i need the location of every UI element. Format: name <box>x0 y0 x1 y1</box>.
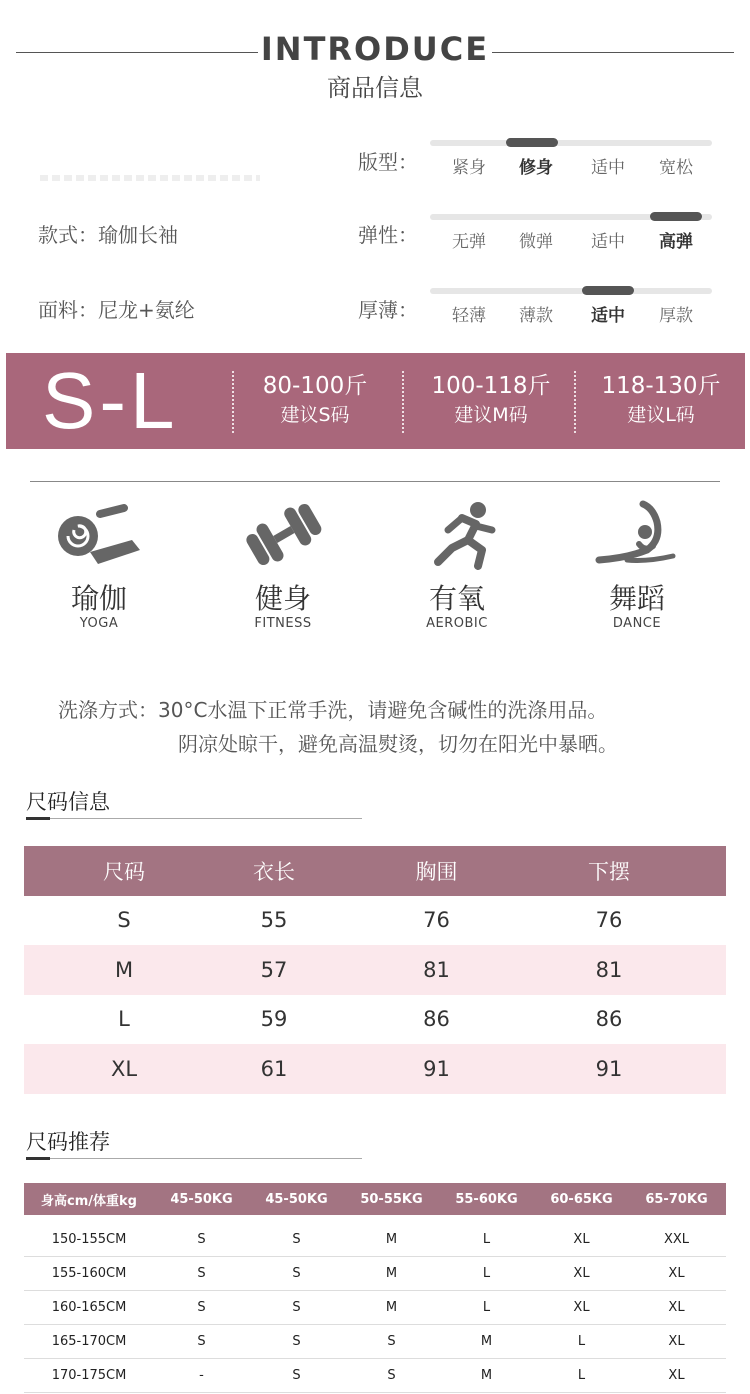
table-cell: L <box>482 1266 491 1281</box>
table-cell: L <box>577 1334 586 1349</box>
size-info-table <box>24 846 726 1094</box>
table-header-cell: 下摆 <box>588 859 630 884</box>
table-header-cell: 45-50KG <box>265 1191 328 1207</box>
table-cell: S <box>197 1266 206 1281</box>
size-suggest: 建议S码 <box>280 404 350 426</box>
table-cell: - <box>199 1368 204 1383</box>
table-header-cell: 衣长 <box>253 859 295 884</box>
table-cell: 86 <box>423 1007 450 1032</box>
table-cell: L <box>482 1300 491 1315</box>
sport-en: DANCE <box>612 616 662 631</box>
yoga-mat-icon <box>54 500 144 570</box>
table-cell: M <box>114 957 134 982</box>
section-underline-mark <box>26 1157 50 1160</box>
table-cell: 86 <box>595 1007 623 1032</box>
elasticity-label: 弹性： <box>358 223 418 247</box>
thickness-scale <box>430 284 712 334</box>
table-row <box>24 1359 726 1393</box>
table-cell: M <box>385 1232 398 1247</box>
table-cell: 170-175CM <box>51 1368 127 1383</box>
table-row <box>24 1325 726 1359</box>
dumbbell-icon <box>238 500 328 570</box>
sport-aerobic <box>392 500 522 631</box>
scale-knob <box>582 286 634 295</box>
scale-knob <box>650 212 702 221</box>
fabric-text: 面料：尼龙+氨纶 <box>38 298 195 322</box>
table-cell: XL <box>573 1232 590 1247</box>
table-cell: M <box>480 1334 493 1349</box>
sport-fitness <box>218 500 348 631</box>
table-cell: XL <box>668 1266 685 1281</box>
scale-option: 薄款 <box>519 306 553 326</box>
scale-option: 紧身 <box>452 158 486 178</box>
section-underline <box>26 1158 362 1159</box>
table-cell: 150-155CM <box>51 1232 127 1247</box>
table-cell: XXL <box>663 1232 690 1247</box>
size-recommend-table <box>24 1183 726 1393</box>
table-row <box>24 1257 726 1291</box>
table-cell: XL <box>668 1334 685 1349</box>
sport-yoga <box>34 500 164 631</box>
table-cell: XL <box>110 1056 138 1081</box>
table-row <box>24 1223 726 1257</box>
scale-option: 厚款 <box>659 306 693 326</box>
scale-option-selected: 高弹 <box>659 232 693 252</box>
size-info-title: 尺码信息 <box>26 790 110 814</box>
table-row <box>24 1291 726 1325</box>
table-cell: S <box>197 1334 206 1349</box>
size-range: S-L <box>42 356 179 445</box>
scale-option: 轻薄 <box>452 306 486 326</box>
table-cell: XL <box>668 1300 685 1315</box>
table-cell: S <box>292 1300 301 1315</box>
table-cell: S <box>292 1266 301 1281</box>
table-row <box>24 896 726 946</box>
table-cell: 91 <box>595 1056 623 1081</box>
sport-en: YOGA <box>79 616 119 631</box>
table-row <box>24 1044 726 1094</box>
banner-col-l <box>578 371 744 429</box>
scale-option: 无弹 <box>452 232 486 252</box>
banner-col-s <box>232 371 398 429</box>
table-row <box>24 945 726 995</box>
sport-cn: 瑜伽 <box>70 582 127 615</box>
table-cell: 160-165CM <box>51 1300 127 1315</box>
table-header-cell: 胸围 <box>415 859 458 884</box>
table-header <box>24 846 726 896</box>
table-cell: 165-170CM <box>51 1334 127 1349</box>
weight-range: 118-130斤 <box>601 373 721 399</box>
table-header-cell: 45-50KG <box>170 1191 233 1207</box>
table-header-cell: 55-60KG <box>455 1191 518 1207</box>
table-cell: 59 <box>260 1007 288 1032</box>
scale-option-selected: 适中 <box>591 306 625 326</box>
weight-range: 80-100斤 <box>262 373 368 399</box>
table-header-cell: 50-55KG <box>360 1191 423 1207</box>
section-divider <box>30 481 720 482</box>
table-header <box>24 1183 726 1215</box>
table-row <box>24 995 726 1045</box>
table-cell: S <box>387 1368 396 1383</box>
sport-cn: 健身 <box>254 582 311 615</box>
table-cell: XL <box>668 1368 685 1383</box>
size-range-banner <box>6 353 745 449</box>
fit-label: 版型： <box>358 150 418 174</box>
table-cell: L <box>482 1232 491 1247</box>
table-cell: S <box>117 908 131 933</box>
table-cell: 81 <box>595 957 623 982</box>
faint-decoration <box>40 175 260 181</box>
table-cell: L <box>577 1368 586 1383</box>
table-cell: M <box>385 1300 398 1315</box>
table-cell: 55 <box>260 908 288 933</box>
table-header-cell: 60-65KG <box>550 1191 613 1207</box>
sport-en: AEROBIC <box>426 616 488 631</box>
section-underline <box>26 818 362 819</box>
style-text: 款式：瑜伽长袖 <box>38 223 178 247</box>
banner-divider <box>402 371 404 433</box>
dancer-icon <box>587 500 687 570</box>
section-underline-mark <box>26 817 50 820</box>
table-cell: S <box>197 1232 206 1247</box>
page-title: INTRODUCE <box>260 30 490 68</box>
size-recommend-title: 尺码推荐 <box>26 1130 110 1154</box>
table-cell: 57 <box>260 957 288 982</box>
sport-cn: 有氧 <box>428 582 485 615</box>
scale-track <box>430 140 712 146</box>
banner-col-m <box>408 371 574 429</box>
scale-option-selected: 修身 <box>519 158 553 178</box>
table-cell: 91 <box>423 1056 450 1081</box>
wash-instructions-line2: 阴凉处晾干，避免高温熨烫，切勿在阳光中暴晒。 <box>178 732 618 756</box>
table-cell: S <box>197 1300 206 1315</box>
fit-scale <box>430 136 712 186</box>
table-cell: S <box>292 1232 301 1247</box>
wash-instructions-line1: 洗涤方式：30°C水温下正常手洗，请避免含碱性的洗涤用品。 <box>58 698 608 722</box>
size-suggest: 建议L码 <box>627 404 695 426</box>
table-cell: 81 <box>423 957 450 982</box>
table-header-cell: 身高cm/体重kg <box>41 1193 137 1209</box>
weight-range: 100-118斤 <box>431 373 551 399</box>
scale-option: 微弹 <box>519 232 553 252</box>
table-cell: M <box>480 1368 493 1383</box>
runner-icon <box>412 500 502 570</box>
table-cell: 61 <box>260 1056 288 1081</box>
table-header-cell: 65-70KG <box>645 1191 708 1207</box>
table-cell: 76 <box>595 908 623 933</box>
table-cell: S <box>292 1334 301 1349</box>
table-cell: 155-160CM <box>51 1266 127 1281</box>
scale-knob <box>506 138 558 147</box>
table-cell: S <box>387 1334 396 1349</box>
sport-en: FITNESS <box>254 616 312 631</box>
thickness-label: 厚薄： <box>358 298 418 322</box>
page-subtitle: 商品信息 <box>327 74 423 102</box>
table-cell: L <box>118 1007 130 1032</box>
scale-option: 宽松 <box>659 158 693 178</box>
table-header-cell: 尺码 <box>103 859 145 884</box>
scale-track <box>430 288 712 294</box>
table-cell: M <box>385 1266 398 1281</box>
table-cell: XL <box>573 1300 590 1315</box>
table-cell: XL <box>573 1266 590 1281</box>
table-cell: 76 <box>423 908 450 933</box>
elasticity-scale <box>430 210 712 260</box>
sport-cn: 舞蹈 <box>608 582 665 615</box>
table-body <box>24 1215 726 1393</box>
table-cell: S <box>292 1368 301 1383</box>
size-suggest: 建议M码 <box>454 404 528 426</box>
banner-divider <box>574 371 576 433</box>
scale-option: 适中 <box>591 158 625 178</box>
sport-dance <box>572 500 702 631</box>
scale-option: 适中 <box>591 232 625 252</box>
